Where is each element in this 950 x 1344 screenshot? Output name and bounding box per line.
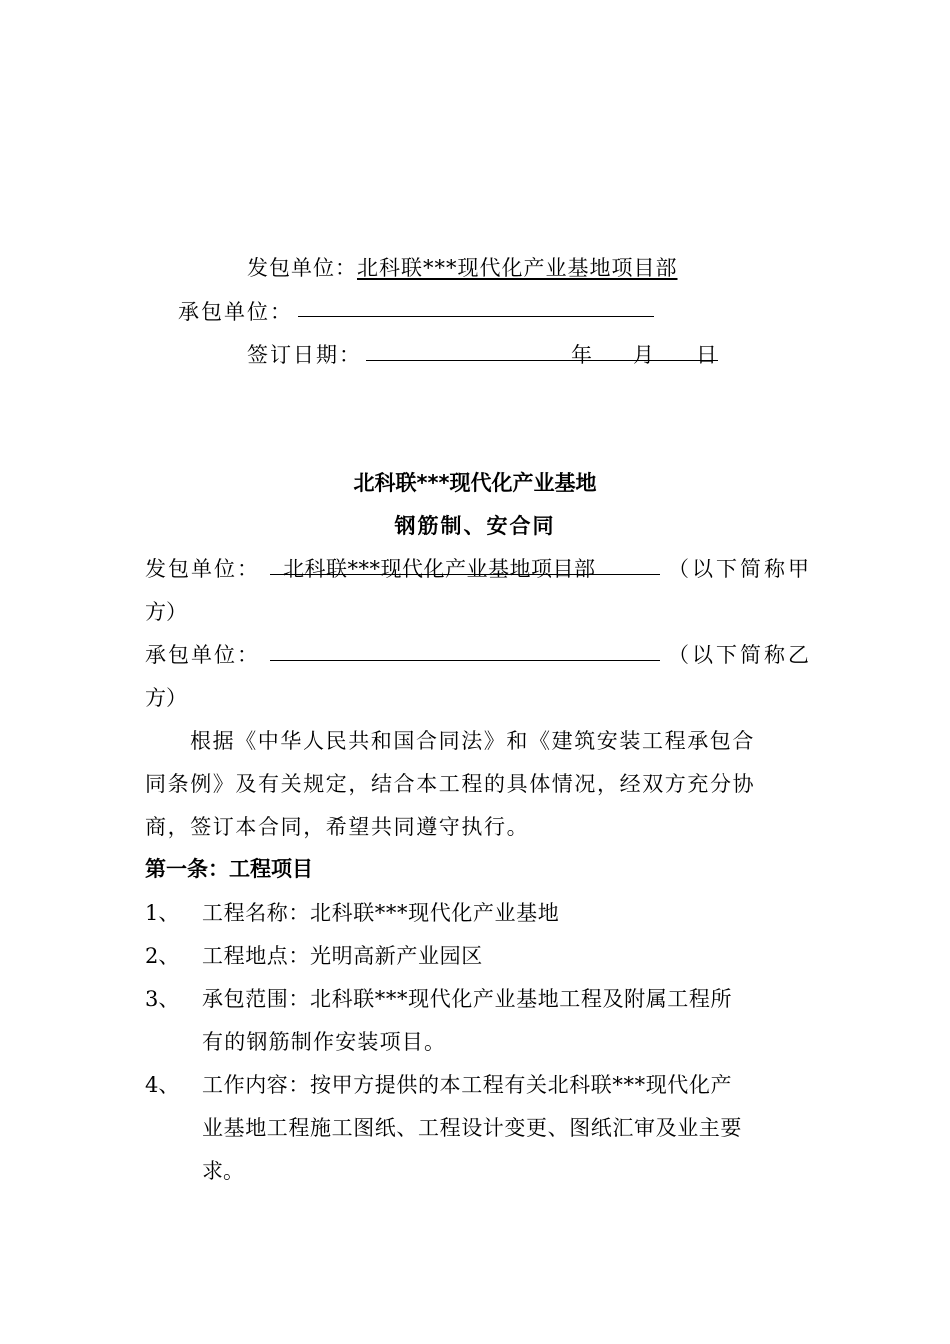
item-3-number: 3、 [145, 987, 180, 1011]
intro-line-1: 根据《中华人民共和国合同法》和《建筑安装工程承包合 [190, 729, 755, 753]
contract-contractor-label: 承包单位： [145, 643, 260, 667]
intro-line-2: 同条例》及有关规定，结合本工程的具体情况，经双方充分协 [145, 772, 756, 796]
contract-title-line2: 钢筋制、安合同 [394, 514, 556, 538]
contract-contractor-suffix-wrap: 方） [145, 686, 187, 710]
cover-contractor-row [178, 296, 293, 326]
cover-date-row [247, 339, 362, 369]
cover-contractor-blank[interactable] [298, 316, 654, 317]
item-3-line-1: 承包范围：北科联***现代化产业基地工程及附属工程所 [202, 987, 733, 1011]
contract-contractor-suffix: （以下简称乙 [668, 643, 812, 667]
contract-employer-row [145, 553, 260, 583]
contract-employer-suffix: （以下简称甲 [668, 557, 812, 581]
item-2-line-1: 工程地点：光明高新产业园区 [202, 944, 483, 968]
item-4-line-3: 求。 [202, 1159, 244, 1183]
cover-contractor-label: 承包单位： [178, 300, 293, 324]
item-1-line-1: 工程名称：北科联***现代化产业基地 [202, 901, 560, 925]
item-1-number: 1、 [145, 901, 180, 925]
article1-heading: 第一条：工程项目 [145, 857, 313, 881]
cover-date-day: 日 [696, 343, 717, 367]
item-4-number: 4、 [145, 1073, 180, 1097]
item-2-number: 2、 [145, 944, 180, 968]
cover-employer-label: 发包单位： [247, 256, 357, 280]
contract-employer-label: 发包单位： [145, 557, 260, 581]
cover-date-year: 年 [571, 343, 592, 367]
cover-date-label: 签订日期： [247, 343, 362, 367]
contract-contractor-blank[interactable] [270, 660, 660, 661]
contract-employer-suffix-wrap: 方） [145, 600, 187, 624]
cover-employer-row [247, 252, 678, 282]
item-3-line-2: 有的钢筋制作安装项目。 [202, 1030, 447, 1054]
item-4-line-2: 业基地工程施工图纸、工程设计变更、图纸汇审及业主要 [202, 1116, 742, 1140]
item-4-line-1: 工作内容：按甲方提供的本工程有关北科联***现代化产 [202, 1073, 733, 1097]
intro-line-3: 商，签订本合同，希望共同遵守执行。 [145, 815, 530, 839]
cover-date-blank[interactable] [366, 360, 718, 361]
cover-employer-value: 北科联***现代化产业基地项目部 [357, 256, 678, 280]
contract-title-line1: 北科联***现代化产业基地 [353, 471, 597, 495]
cover-date-month: 月 [633, 343, 654, 367]
contract-contractor-row [145, 639, 260, 669]
contract-employer-value: 北科联***现代化产业基地项目部 [283, 557, 596, 581]
